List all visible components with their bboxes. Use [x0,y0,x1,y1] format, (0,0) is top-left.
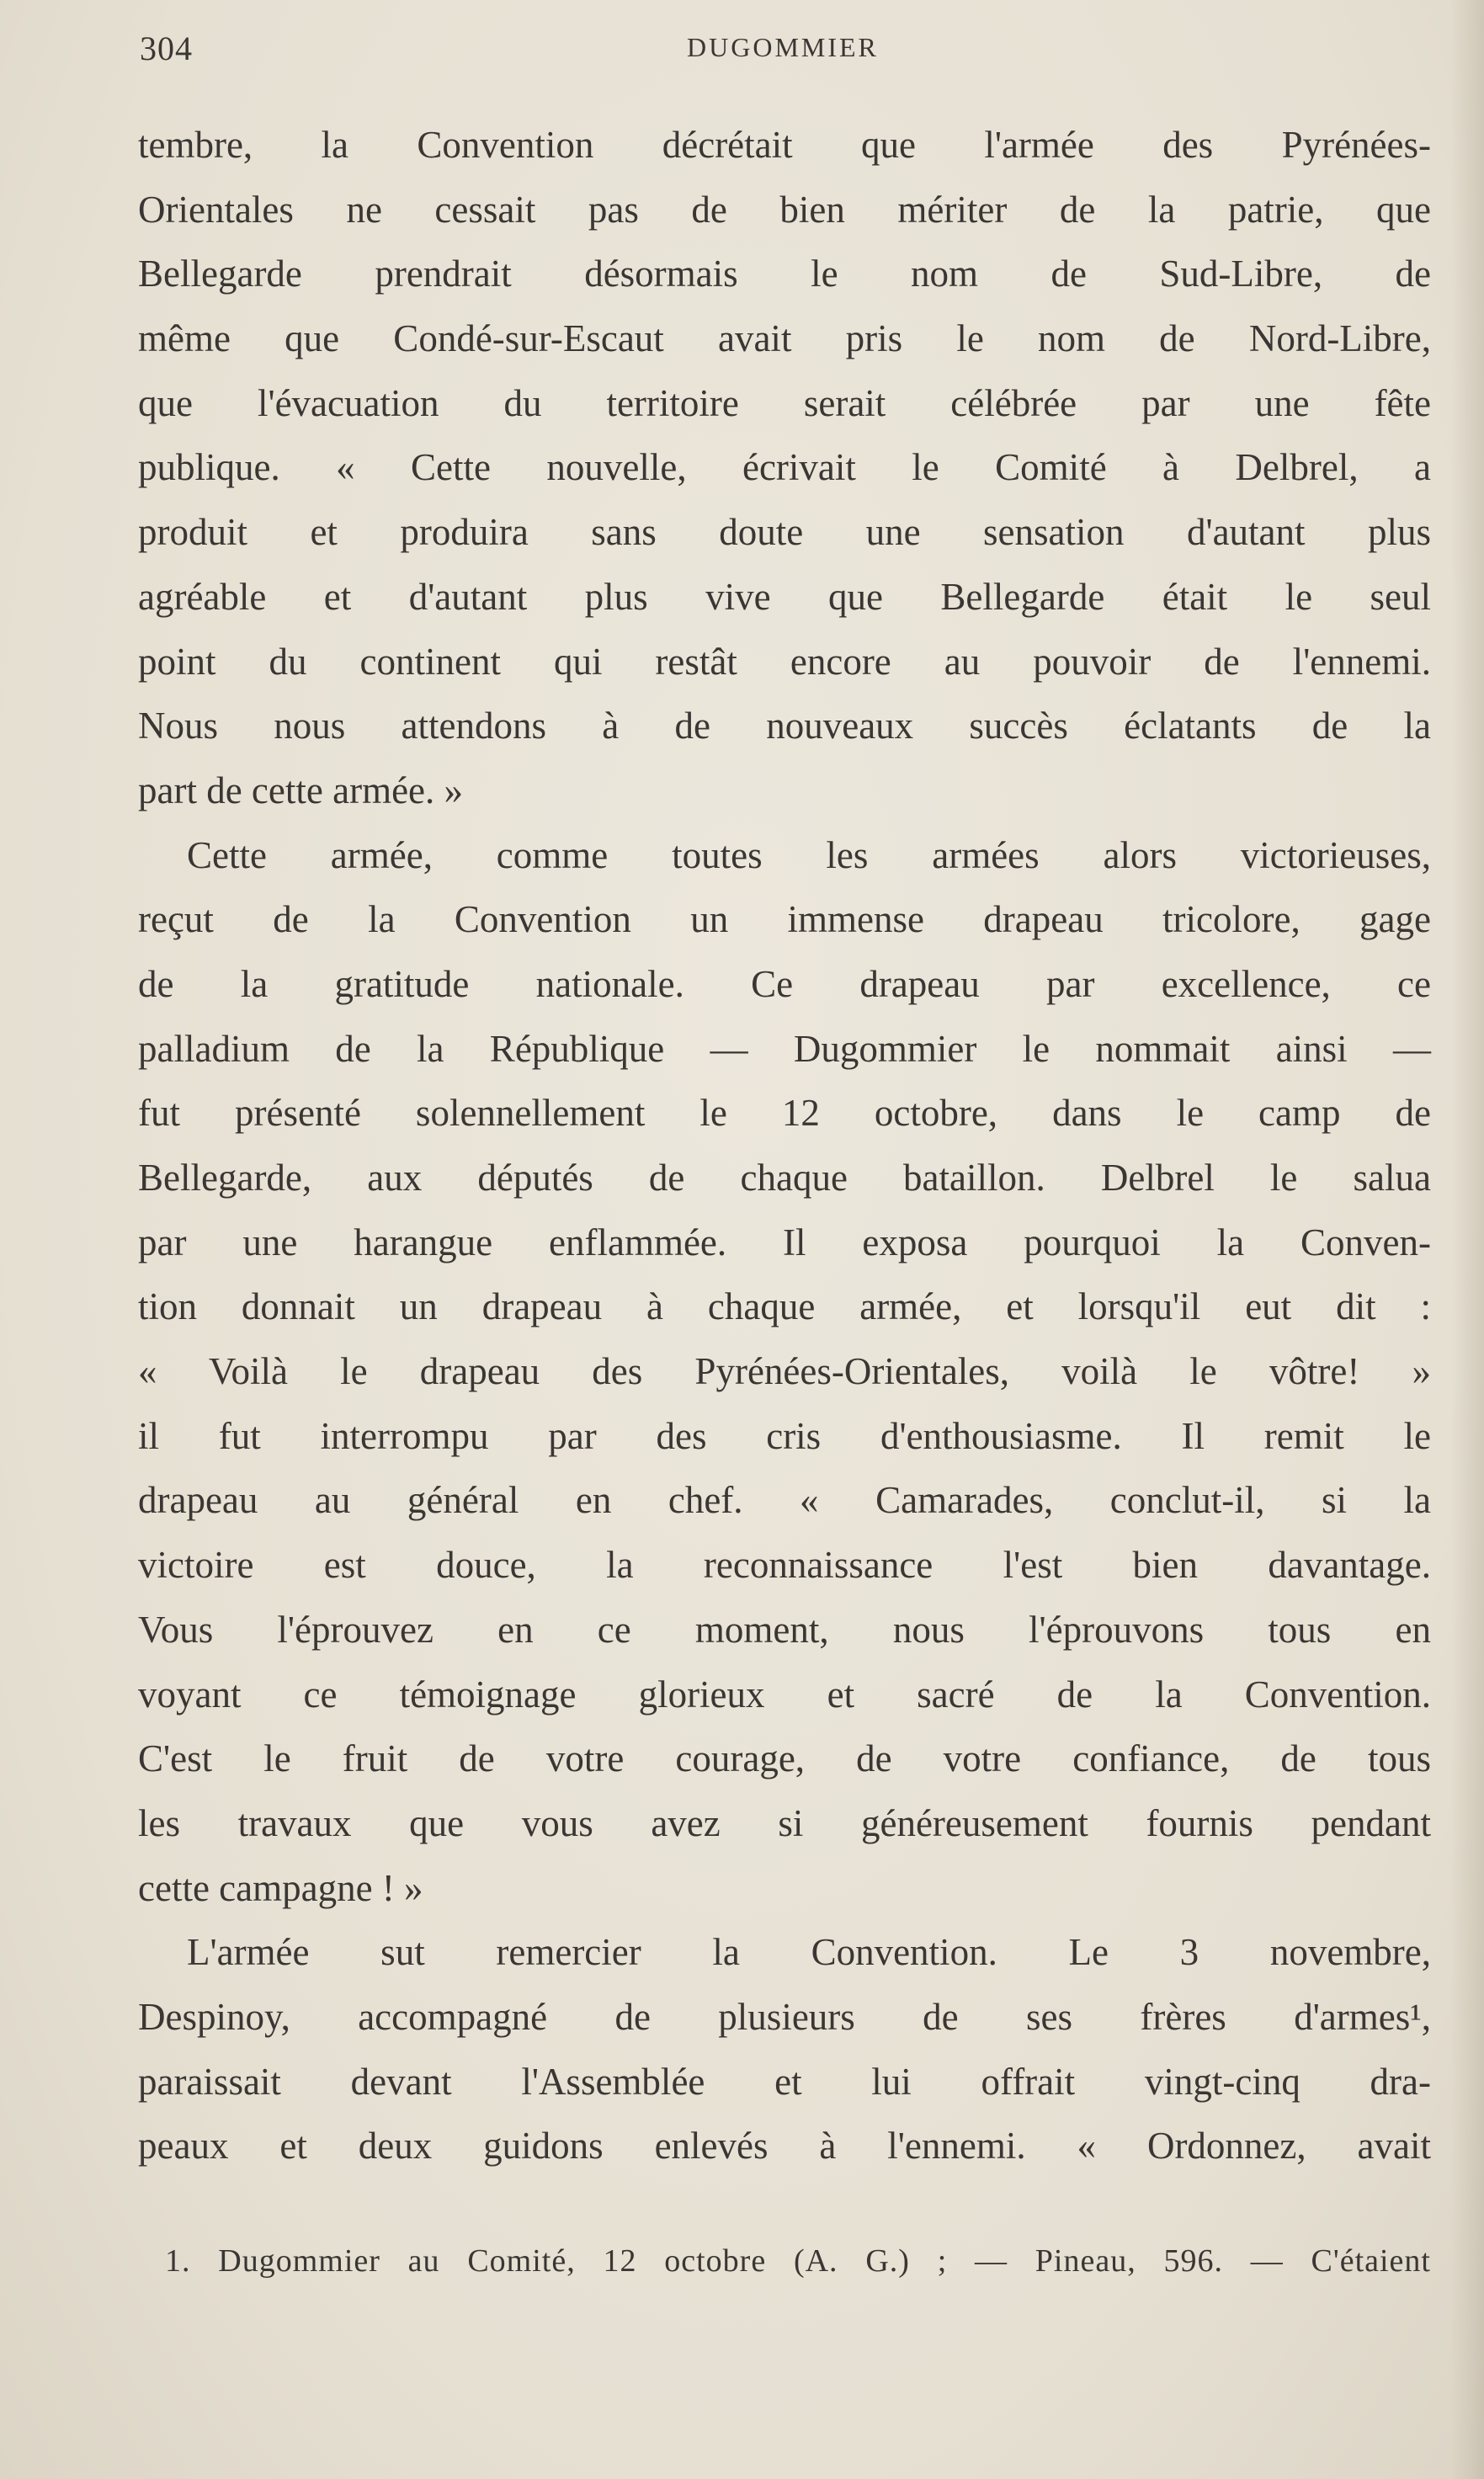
text-line: même que Condé-sur-Escaut avait pris le nom de Nord-Libre, [138,317,1431,360]
text-line: publique. « Cette nouvelle, écrivait le Comité à Delbrel, a [138,446,1431,489]
text-line: victoire est douce, la reconnaissance l'est bien davantage. [138,1544,1431,1587]
text-line: par une harangue enflammée. Il exposa pourquoi la Conven- [138,1221,1431,1263]
text-line: part de cette armée. » [138,769,464,811]
text-line: Cette armée, comme toutes les armées alors victorieuses, [187,833,1431,876]
text-line: peaux et deux guidons enlevés à l'ennemi. « Ordonnez, avait [138,2125,1431,2168]
text-line: Vous l'éprouvez en ce moment, nous l'éprouvons tous en [138,1608,1431,1651]
text-line: Bellegarde, aux députés de chaque bataillon. Delbrel le salua [138,1157,1431,1199]
text-line: drapeau au général en chef. « Camarades, conclut-il, si la [138,1479,1431,1522]
text-line: L'armée sut remercier la Convention. Le 3 novembre, [187,1931,1431,1974]
text-line: les travaux que vous avez si généreusement fournis pendant [138,1801,1431,1844]
text-line: C'est le fruit de votre courage, de votre confiance, de tous [138,1737,1431,1780]
text-line: palladium de la République — Dugommier le nommait ainsi — [138,1027,1431,1070]
page-edge-shadow [1450,0,1484,2479]
text-line: il fut interrompu par des cris d'enthousiasme. Il remit le [138,1414,1431,1457]
text-line: Despinoy, accompagné de plusieurs de ses frères d'armes¹, [138,1995,1431,2038]
text-line: tembre, la Convention décrétait que l'armée des Pyrénées- [138,124,1431,166]
text-line: cette campagne ! » [138,1866,423,1909]
text-line: agréable et d'autant plus vive que Bellegarde était le seul [138,575,1431,618]
text-line: « Voilà le drapeau des Pyrénées-Orientales, voilà le vôtre! » [138,1350,1431,1393]
running-title: DUGOMMIER [687,32,879,62]
text-line: produit et produira sans doute une sensation d'autant plus [138,511,1431,554]
text-line: fut présenté solennellement le 12 octobre, dans le camp de [138,1092,1431,1135]
text-line: voyant ce témoignage glorieux et sacré de la Convention. [138,1673,1431,1716]
body-text [138,113,1431,2178]
text-line: de la gratitude nationale. Ce drapeau par excellence, ce [138,962,1431,1005]
text-line: Bellegarde prendrait désormais le nom de Sud-Libre, de [138,253,1431,295]
footnote: 1. Dugommier au Comité, 12 octobre (A. G.) ; — Pineau, 596. — C'étaient [165,2243,1431,2279]
text-line: reçut de la Convention un immense drapeau tricolore, gage [138,898,1431,941]
text-line: Nous nous attendons à de nouveaux succès éclatants de la [138,705,1431,747]
page-number: 304 [140,29,193,67]
text-line: que l'évacuation du territoire serait célébrée par une fête [138,381,1431,424]
text-line: Orientales ne cessait pas de bien mériter de la patrie, que [138,188,1431,231]
text-line: paraissait devant l'Assemblée et lui offrait vingt-cinq dra- [138,2060,1431,2103]
text-line: point du continent qui restât encore au pouvoir de l'ennemi. [138,640,1431,683]
text-line: tion donnait un drapeau à chaque armée, et lorsqu'il eut dit : [138,1285,1431,1328]
running-head [140,29,1428,79]
